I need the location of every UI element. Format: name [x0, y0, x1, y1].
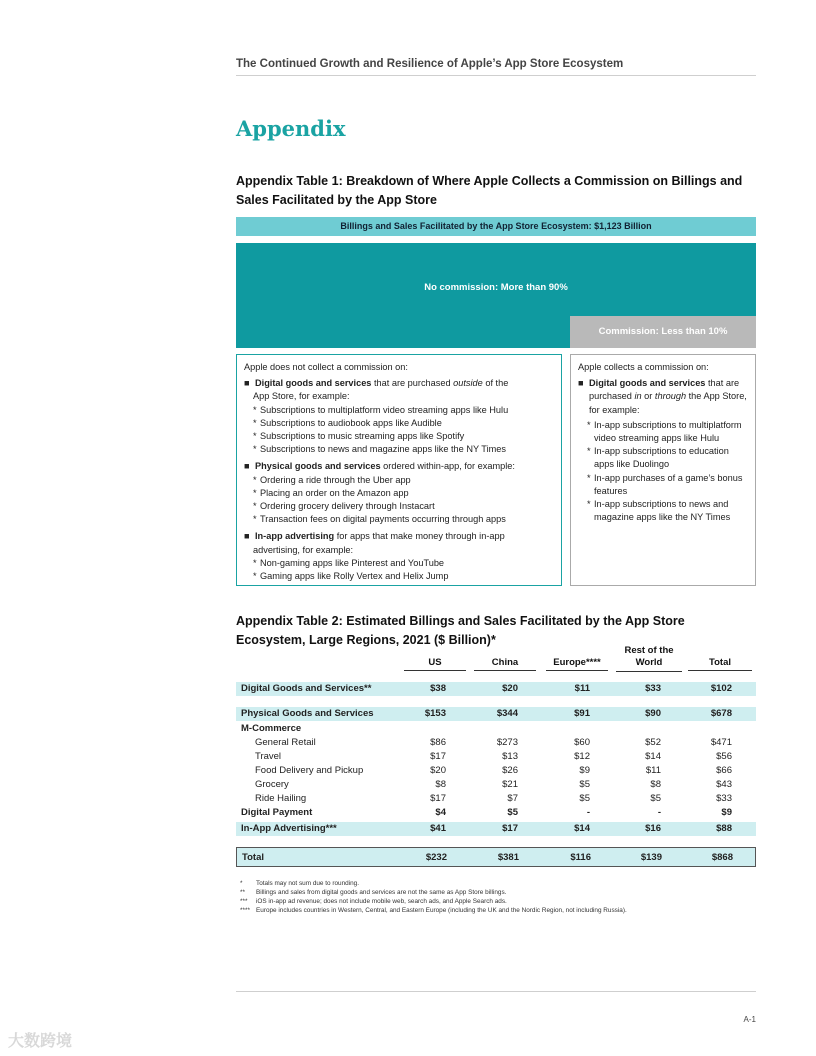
- row-label: Travel: [255, 751, 282, 762]
- commission-list-box: Apple collects a commission on: ■ Digital goods and services that are purchased in or through the App Store, for example: * In-app subscriptions to multiplatform video streaming apps like Hulu * In-app subscriptions to education apps like Duolingo * In-app purchases of a game’s bonus features * In-app subscriptions to news and magazine apps like the NY Times: [570, 354, 756, 586]
- bullet-square-icon: ■: [578, 378, 584, 389]
- group-italic: through: [654, 391, 687, 402]
- col-header-china: China: [474, 657, 536, 671]
- row-label: M-Commerce: [241, 723, 302, 734]
- table-cell: $60: [574, 737, 590, 748]
- table-cell: $11: [574, 683, 590, 694]
- group-text: that are purchased: [371, 378, 454, 389]
- list-item: Ordering grocery delivery through Instacart: [260, 501, 435, 512]
- table-cell: $41: [430, 823, 446, 834]
- no-commission-label: No commission: More than 90%: [424, 282, 568, 293]
- table-row: [236, 764, 756, 778]
- no-commission-intro: Apple does not collect a commission on:: [244, 362, 408, 372]
- group-text-cont: advertising, for example:: [253, 544, 354, 555]
- group-italic: outside: [453, 378, 483, 389]
- watermark: 大数跨境: [8, 1033, 73, 1050]
- list-item: In-app subscriptions to multiplatform video streaming apps like Hulu: [594, 419, 742, 444]
- table-cell: $21: [502, 779, 518, 790]
- appendix-heading: Appendix: [236, 116, 346, 141]
- table-row: [236, 682, 756, 696]
- table-cell: $86: [430, 737, 446, 748]
- group-text: the App Store, for example:: [589, 391, 747, 415]
- table-cell: $33: [645, 683, 661, 694]
- col-header-rest-of-world: Rest of the World: [616, 645, 682, 672]
- row-label: Total: [242, 852, 264, 863]
- col-header-total: Total: [688, 657, 752, 671]
- footnote: *** iOS in-app ad revenue; does not include mobile web, search ads, and Apple Search ads.: [240, 898, 507, 905]
- table-row: [236, 707, 756, 721]
- table-cell: $5: [650, 793, 661, 804]
- table-cell: $868: [711, 852, 733, 863]
- table-cell: $116: [570, 852, 591, 863]
- table-row: [236, 822, 756, 836]
- table-cell: $8: [435, 779, 446, 790]
- group-in-app-advertising: ■ In-app advertising for apps that make money through in-app advertising, for example: * Non-gaming apps like Pinterest and YouTube * Gaming apps like Rolly Vertex and Helix Jump: [244, 530, 554, 583]
- group-title: In-app advertising: [255, 531, 335, 542]
- table-cell: $8: [650, 779, 661, 790]
- list-item: In-app subscriptions to news and magazine apps like the NY Times: [594, 499, 731, 523]
- col-header-us: US: [404, 657, 466, 671]
- group-text: for apps that make money through in-app: [334, 531, 505, 542]
- table-row: [236, 806, 756, 820]
- table-cell: $43: [716, 779, 732, 790]
- table-row: [236, 750, 756, 764]
- table-cell: $5: [579, 793, 590, 804]
- table2-title: Appendix Table 2: Estimated Billings and Sales Facilitated by the App Store Ecosystem, Large Regions, 2021 ($ Billion)*: [236, 614, 685, 647]
- group-title: Digital goods and services: [255, 378, 372, 389]
- no-commission-list-box: [236, 354, 562, 586]
- table-cell: $4: [435, 807, 446, 818]
- row-label: Ride Hailing: [255, 793, 307, 804]
- list-item: Subscriptions to audiobook apps like Audible: [260, 417, 442, 428]
- table-cell: $381: [497, 852, 519, 863]
- group-text: or: [641, 391, 655, 402]
- table-cell: $5: [507, 807, 518, 818]
- group-text: that are purchased: [589, 378, 740, 402]
- table-cell: $12: [574, 751, 590, 762]
- table-cell: $11: [645, 765, 661, 776]
- table-cell: $471: [710, 737, 732, 748]
- list-item: In-app purchases of a game’s bonus features: [594, 472, 743, 496]
- table-cell: $7: [507, 793, 518, 804]
- table-row-total: [236, 847, 756, 867]
- table-cell: -: [586, 807, 590, 818]
- group-physical-goods: ■ Physical goods and services ordered within-app, for example: * Ordering a ride through the Uber app * Placing an order on the Amazon app * Ordering grocery delivery through Instacart * Transaction fees on digital payments occurring through apps: [244, 460, 554, 526]
- total-billings-bar: Billings and Sales Facilitated by the App Store Ecosystem: $1,123 Billion: [236, 217, 756, 236]
- group-digital-goods: ■ Digital goods and services that are purchased outside of the App Store, for example: * Subscriptions to multiplatform video streaming apps like Hulu * Subscriptions to audiobook apps like Audible * Subscriptions to music streaming apps like Spotify * Subscriptions to news and magazine apps like the NY Times: [244, 377, 554, 456]
- table-row: [236, 792, 756, 806]
- table-cell: $14: [645, 751, 661, 762]
- table-cell: $5: [579, 779, 590, 790]
- footnote: * Totals may not sum due to rounding.: [240, 880, 360, 887]
- table-cell: $13: [502, 751, 518, 762]
- table-cell: $232: [425, 852, 447, 863]
- table-cell: $102: [710, 683, 732, 694]
- table-cell: $52: [645, 737, 661, 748]
- table-cell: $38: [430, 683, 446, 694]
- table-cell: $33: [716, 793, 732, 804]
- bullet-square-icon: ■: [244, 378, 250, 389]
- table-cell: $678: [710, 708, 732, 719]
- list-item: Ordering a ride through the Uber app: [260, 474, 411, 485]
- table-cell: $273: [496, 737, 518, 748]
- table-cell: $20: [430, 765, 446, 776]
- table-cell: $16: [645, 823, 661, 834]
- table-cell: $17: [430, 793, 446, 804]
- group-text: ordered within-app, for example:: [380, 461, 515, 472]
- list-item: Subscriptions to multiplatform video streaming apps like Hulu: [260, 404, 509, 415]
- table-cell: $56: [716, 751, 732, 762]
- table-cell: $153: [424, 708, 446, 719]
- list-item: In-app subscriptions to education apps like Duolingo: [594, 446, 729, 470]
- table-cell: $66: [716, 765, 732, 776]
- table-cell: $20: [502, 683, 518, 694]
- table-cell: $90: [645, 708, 661, 719]
- table-cell: $88: [716, 823, 732, 834]
- list-item: Gaming apps like Rolly Vertex and Helix Jump: [260, 571, 449, 582]
- group-text-cont: App Store, for example:: [253, 391, 350, 402]
- table-cell: $344: [496, 708, 518, 719]
- table-cell: -: [657, 807, 661, 818]
- row-label: Food Delivery and Pickup: [255, 765, 364, 776]
- group-title: Physical goods and services: [255, 461, 381, 472]
- table-row: [236, 722, 756, 736]
- bullet-square-icon: ■: [244, 461, 250, 472]
- page-number: A-1: [743, 1015, 756, 1024]
- table-row: [236, 778, 756, 792]
- list-item: Non-gaming apps like Pinterest and YouTube: [260, 557, 445, 568]
- list-item: Subscriptions to news and magazine apps like the NY Times: [260, 444, 506, 455]
- table-cell: $91: [574, 708, 590, 719]
- table-cell: $26: [502, 765, 518, 776]
- list-item: Transaction fees on digital payments occurring through apps: [260, 514, 506, 525]
- table-cell: $9: [579, 765, 590, 776]
- table-cell: $17: [430, 751, 446, 762]
- row-label: Digital Goods and Services**: [241, 683, 372, 694]
- table-cell: $17: [502, 823, 518, 834]
- table-cell: $9: [721, 807, 732, 818]
- table-row: [236, 736, 756, 750]
- table1-title: Appendix Table 1: Breakdown of Where Apple Collects a Commission on Billings and Sales Facilitated by the App Store: [236, 174, 743, 207]
- list-item: Subscriptions to music streaming apps like Spotify: [260, 431, 465, 442]
- commission-block: Commission: Less than 10%: [570, 316, 756, 348]
- group-title: Digital goods and services: [589, 378, 706, 389]
- running-title: The Continued Growth and Resilience of Apple’s App Store Ecosystem: [236, 58, 756, 76]
- commission-intro: Apple collects a commission on:: [578, 362, 709, 372]
- bullet-square-icon: ■: [244, 531, 250, 542]
- table-cell: $14: [574, 823, 590, 834]
- row-label: In-App Advertising***: [241, 823, 337, 834]
- list-item: Placing an order on the Amazon app: [260, 487, 409, 498]
- table-cell: $139: [640, 852, 662, 863]
- row-label: Grocery: [255, 779, 289, 790]
- footnote: **** Europe includes countries in Western, Central, and Eastern Europe (including the UK and the Nordic Region, not including Russia).: [240, 907, 627, 914]
- bottom-divider: [236, 991, 756, 992]
- col-header-europe: Europe****: [546, 657, 608, 671]
- row-label: Physical Goods and Services: [241, 708, 374, 719]
- row-label: General Retail: [255, 737, 316, 748]
- group-italic: in: [634, 391, 642, 402]
- row-label: Digital Payment: [241, 807, 313, 818]
- footnote: ** Billings and sales from digital goods and services are not the same as App Store billings.: [240, 889, 507, 896]
- group-text: of the: [482, 378, 509, 389]
